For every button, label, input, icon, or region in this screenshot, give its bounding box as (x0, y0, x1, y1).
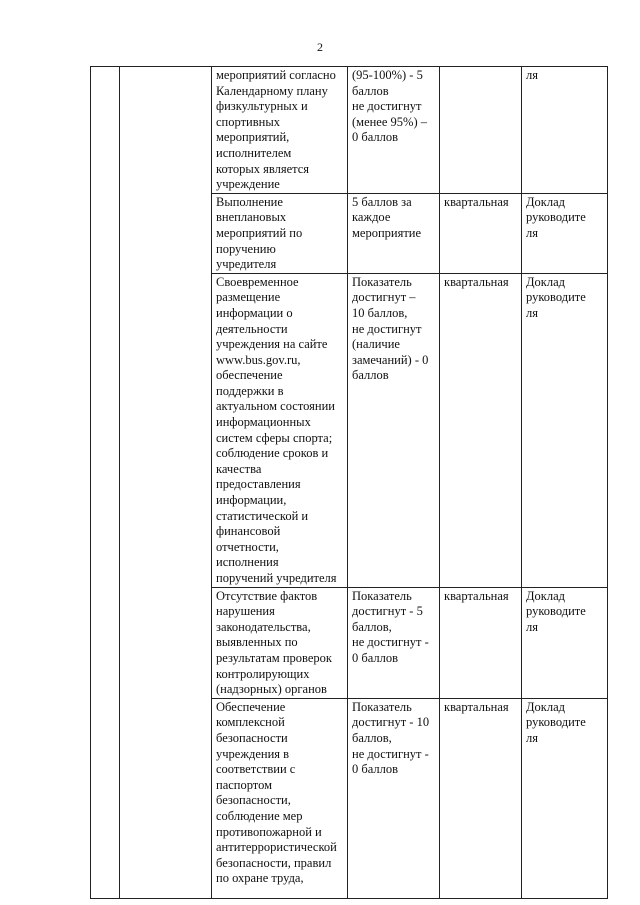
report-text: Доклад руководите ля (526, 588, 586, 634)
report-cell (522, 67, 608, 194)
criteria-text: (95-100%) - 5 баллов не достигнут (менее 95%) – 0 баллов (352, 68, 427, 145)
report-cell (522, 698, 608, 898)
periodicity-cell (440, 193, 522, 273)
report-text: Доклад руководите ля (526, 194, 586, 240)
periodicity-text: квартальная (444, 699, 509, 714)
indicator-cell (212, 698, 348, 898)
table-row (91, 67, 608, 194)
criteria-text: Показатель достигнут - 10 баллов, не достигнут - 0 баллов (352, 699, 430, 777)
criteria-text: 5 баллов за каждое мероприятие (352, 194, 422, 240)
indicator-text: мероприятий согласно Календарному плану физкультурных и спортивных мероприятий, исполнителем которых является учреждение (216, 68, 336, 192)
report-text: Доклад руководите ля (526, 699, 586, 745)
criteria-text: Показатель достигнут - 5 баллов, не достигнут - 0 баллов (352, 588, 429, 665)
report-cell (522, 587, 608, 698)
indicator-text: Выполнение внеплановых мероприятий по поручению учредителя (216, 194, 303, 272)
indicator-cell (212, 273, 348, 587)
report-cell (522, 273, 608, 587)
periodicity-cell (440, 587, 522, 698)
periodicity-text: квартальная (444, 194, 509, 209)
periodicity-text: квартальная (444, 588, 509, 603)
criteria-cell (348, 587, 440, 698)
report-text: ля (526, 68, 538, 82)
report-text: Доклад руководите ля (526, 274, 586, 320)
periodicity-text: квартальная (444, 274, 509, 289)
criteria-cell (348, 273, 440, 587)
criteria-cell (348, 698, 440, 898)
indicator-cell (212, 67, 348, 194)
indicator-cell (212, 587, 348, 698)
periodicity-cell (440, 698, 522, 898)
indicator-text: Отсутствие фактов нарушения законодательства, выявленных по результатам проверок контролирующих (надзорных) органов (216, 588, 332, 697)
periodicity-cell (440, 67, 522, 194)
report-cell (522, 193, 608, 273)
periodicity-cell (440, 273, 522, 587)
criteria-cell (348, 67, 440, 194)
criteria-cell (348, 193, 440, 273)
number-column-cell (91, 67, 120, 899)
page-number: 2 (317, 40, 323, 54)
indicator-cell (212, 193, 348, 273)
criteria-table (90, 66, 608, 899)
indicator-text: Своевременное размещение информации о деятельности учреждения на сайте www.bus.gov.ru, обеспечение поддержки в актуальном состоянии информационных систем сферы спорта; соблюдение сроков и качества предоставления информации, статистической и финансовой отчетности, исполнения поручений учредителя (216, 274, 337, 585)
position-column-cell (120, 67, 212, 899)
criteria-text: Показатель достигнут – 10 баллов, не достигнут (наличие замечаний) - 0 баллов (352, 274, 429, 383)
indicator-text: Обеспечение комплексной безопасности учреждения в соответствии с паспортом безопасности, соблюдение мер противопожарной и антитеррористической безопасности, правил по охране труда, (216, 699, 337, 886)
